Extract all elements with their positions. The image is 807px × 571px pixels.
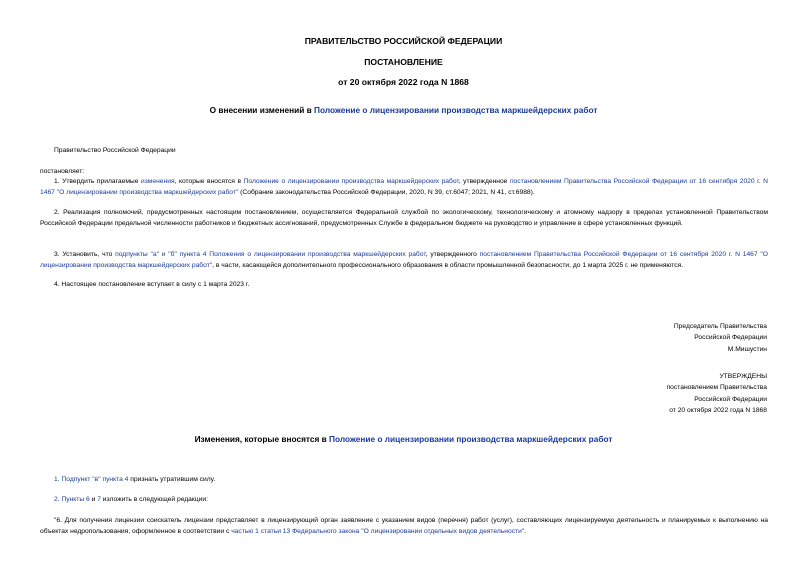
- change-2-and: и: [89, 496, 98, 503]
- p1-text-c: , утвержденное: [458, 178, 510, 185]
- title-link-regulation[interactable]: Положение о лицензировании производства маркшейдерских работ: [314, 105, 598, 115]
- change-1: [54, 474, 215, 485]
- change-3-text-b: .: [524, 528, 527, 535]
- link-subpoints-a-b[interactable]: подпункты "а" и "б" пункта 4 Положения о лицензировании производства маркшейдерских работ: [115, 251, 426, 258]
- link-subpoint-v[interactable]: Подпункт "в" пункта 4: [61, 476, 129, 483]
- p3-text-a: 3. Установить, что: [54, 251, 116, 258]
- change-3-text-a: "6. Для получения лицензии соискатель лицензии представляет в лицензирующий орган заявление с указанием видов (перечня) работ (услуг), составляющих лицензируемую деятельность и планируемых к выполнению на объектах недропользования, оформленное в соответствии с: [40, 517, 768, 535]
- changes-title-link[interactable]: Положение о лицензировании производства маркшейдерских работ: [329, 434, 613, 444]
- p3-text-c: , в части, касающейся дополнительного профессионального образования в области промышленной безопасности, до 1 марта 2025 г. не применяются.: [212, 262, 684, 269]
- signature-block: [674, 321, 767, 355]
- change-2-number: 2.: [54, 496, 62, 503]
- p3-text-b: , утвержденного: [425, 251, 480, 258]
- signature-position: Председатель Правительства: [673, 323, 767, 330]
- link-point-6[interactable]: Пункты 6: [61, 496, 90, 503]
- link-changes[interactable]: изменения: [141, 178, 175, 185]
- approved-block: [667, 371, 767, 417]
- change-1-text: признать утратившим силу.: [128, 476, 216, 483]
- link-federal-law[interactable]: частью 1 статьи 13 Федерального закона "О лицензировании отдельных видов деятельности": [231, 528, 525, 535]
- document-type: ПОСТАНОВЛЕНИЕ: [364, 57, 443, 67]
- decrees-text: постановляет:: [40, 168, 85, 175]
- change-3-paragraph: [40, 515, 768, 537]
- link-regulation[interactable]: Положение о лицензировании производства маркшейдерских работ: [243, 178, 459, 185]
- paragraph-3: [40, 249, 768, 271]
- approved-by: постановлением Правительства: [666, 384, 767, 392]
- document-date-number: от 20 октября 2022 года N 1868: [338, 77, 469, 87]
- change-2-text: изложить в следующей редакции:: [100, 496, 208, 503]
- paragraph-4: 4. Настоящее постановление вступает в силу с 1 марта 2023 г.: [54, 281, 250, 288]
- link-point-7[interactable]: 7: [97, 496, 101, 503]
- intro-text: Правительство Российской Федерации: [54, 147, 176, 154]
- link-decree-1467-second[interactable]: постановлением Правительства Российской Федерации от 16 сентября 2020 г. N 1467 "О лицензировании производства маркшейдерских работ": [40, 251, 768, 269]
- paragraph-1: [40, 176, 768, 198]
- changes-title-prefix: Изменения, которые вносятся в: [194, 434, 330, 444]
- approved-country: Российской Федерации: [694, 395, 767, 403]
- title-prefix: О внесении изменений в: [209, 105, 315, 115]
- signature-country: Российской Федерации: [694, 334, 767, 342]
- changes-title: [0, 434, 807, 444]
- p1-text-a: 1. Утвердить прилагаемые: [54, 178, 141, 185]
- government-heading: ПРАВИТЕЛЬСТВО РОССИЙСКОЙ ФЕДЕРАЦИИ: [304, 36, 503, 46]
- approved-date: от 20 октября 2022 года N 1868: [669, 407, 767, 415]
- document-title: [0, 105, 807, 115]
- p1-text-b: , которые вносятся в: [174, 178, 244, 185]
- paragraph-2: 2. Реализация полномочий, предусмотренных настоящим постановлением, осуществляется Федеральной службой по экологическому, технологическому и атомному надзору в пределах установленной Правительством Российской Федерации предельной численности работников и бюджетных ассигнований, предусмотренных Службе в федеральном бюджете на руководство и управление в сфере установленных функций.: [40, 209, 768, 227]
- change-2: [54, 494, 208, 505]
- link-decree-1467[interactable]: постановлением Правительства Российской Федерации от 16 сентября 2020 г. N 1467 "О лицензировании производства маркшейдерских работ": [40, 178, 768, 196]
- change-1-number: 1.: [54, 476, 62, 483]
- approved-heading: УТВЕРЖДЕНЫ: [719, 373, 767, 380]
- p1-text-d: (Собрание законодательства Российской Федерации, 2020, N 39, ст.6047; 2021, N 41, ст.6988).: [238, 189, 535, 196]
- signature-name: М.Мишустин: [727, 345, 767, 353]
